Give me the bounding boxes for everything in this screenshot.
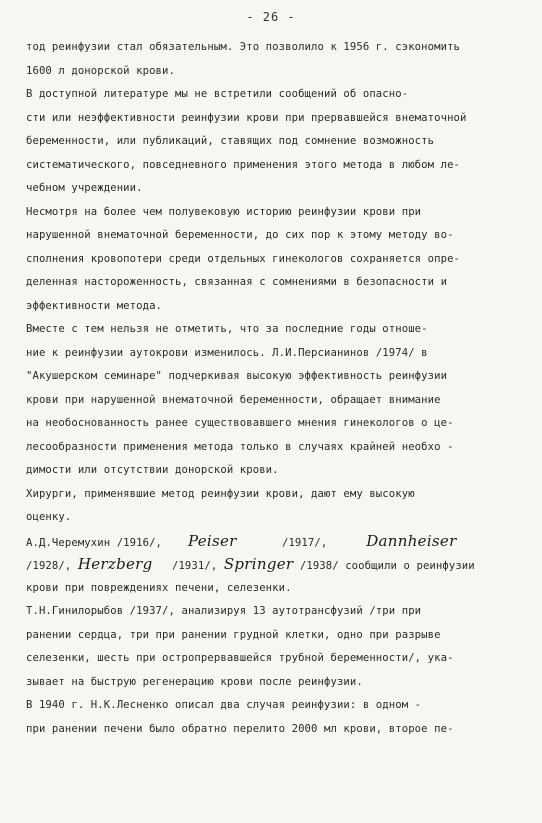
text-line: систематического, повседневного применения этого метода в любом ле-	[26, 158, 461, 171]
text-line: лесообразности применения метода только в случаях крайней необхо -	[26, 440, 454, 453]
author-text: /1917/,	[281, 536, 328, 549]
handwritten-name-dannheiser: Dannheiser	[366, 531, 457, 550]
text-line: оценку.	[26, 511, 72, 523]
text-line: беременности, или публикаций, ставящих под сомнение возможность	[26, 135, 435, 147]
handwritten-name-herzberg: Herzberg	[77, 555, 153, 573]
author-line-2	[26, 553, 526, 577]
text-line: сполнения кровопотери среди отдельных гинекологов сохраняется опре-	[26, 252, 461, 265]
author-text: /1931/,	[171, 560, 218, 572]
text-line: В 1940 г. Н.К.Лесненко описал два случая реинфузии: в одном -	[26, 699, 422, 711]
text-line: крови при нарушенной внематочной беременности, обращает внимание	[26, 393, 441, 406]
handwritten-name-peiser: Peiser	[187, 531, 237, 550]
text-line: "Акушерском семинаре" подчеркивая высокую эффективность реинфузии	[26, 370, 448, 382]
text-line: сти или неэффективности реинфузии крови при прервавшейся внематочной	[26, 111, 467, 124]
text-line: димости или отсутствии донорской крови.	[26, 464, 279, 476]
text-line: на необоснованность ранее существовавшего мнения гинекологов о це-	[26, 417, 454, 429]
author-text: /1928/,	[26, 560, 72, 572]
text-line: Т.Н.Гинилорыбов /1937/, анализируя 13 аутотрансфузий /три при	[26, 605, 422, 617]
text-line: деленная настороженность, связанная с сомнениями в безопасности и	[26, 276, 448, 288]
body-text	[26, 36, 526, 741]
text-line: Хирурги, применявшие метод реинфузии крови, дают ему высокую	[26, 487, 415, 500]
text-line: чебном учреждении.	[26, 182, 143, 194]
text-line: при ранении печени было обратно перелито 2000 мл крови, второе пе-	[26, 722, 454, 735]
author-text: А.Д.Черемухин /1916/,	[26, 536, 163, 549]
text-line: ние к реинфузии аутокрови изменилось. Л.И.Персианинов /1974/ в	[26, 346, 428, 359]
page-number: - 26 -	[246, 10, 296, 24]
text-line: 1600 л донорской крови.	[26, 64, 175, 77]
text-line: нарушенной внематочной беременности, до сих пор к этому методу во-	[26, 229, 454, 241]
text-line: ранении сердца, три при ранении грудной клетки, одно при разрыве	[26, 628, 441, 641]
text-line: В доступной литературе мы не встретили сообщений об опасно-	[26, 88, 409, 100]
text-line: тод реинфузии стал обязательным. Это позволило к 1956 г. сэкономить	[26, 41, 461, 53]
text-line: Вместе с тем нельзя не отметить, что за последние годы отноше-	[26, 323, 428, 335]
text-line: зывает на быструю регенерацию крови после реинфузии.	[26, 675, 363, 688]
text-line: эффективности метода.	[26, 299, 163, 312]
text-line: Несмотря на более чем полувековую историю реинфузии крови при	[26, 205, 422, 218]
text-line: селезенки, шесть при остропрервавшейся трубной беременности/, ука-	[26, 652, 454, 664]
handwritten-name-springer: Springer	[223, 555, 294, 573]
author-line-1	[26, 530, 526, 554]
author-text: /1938/ сообщили о реинфузии	[299, 560, 475, 572]
text-line: крови при повреждениях печени, селезенки.	[26, 581, 292, 594]
